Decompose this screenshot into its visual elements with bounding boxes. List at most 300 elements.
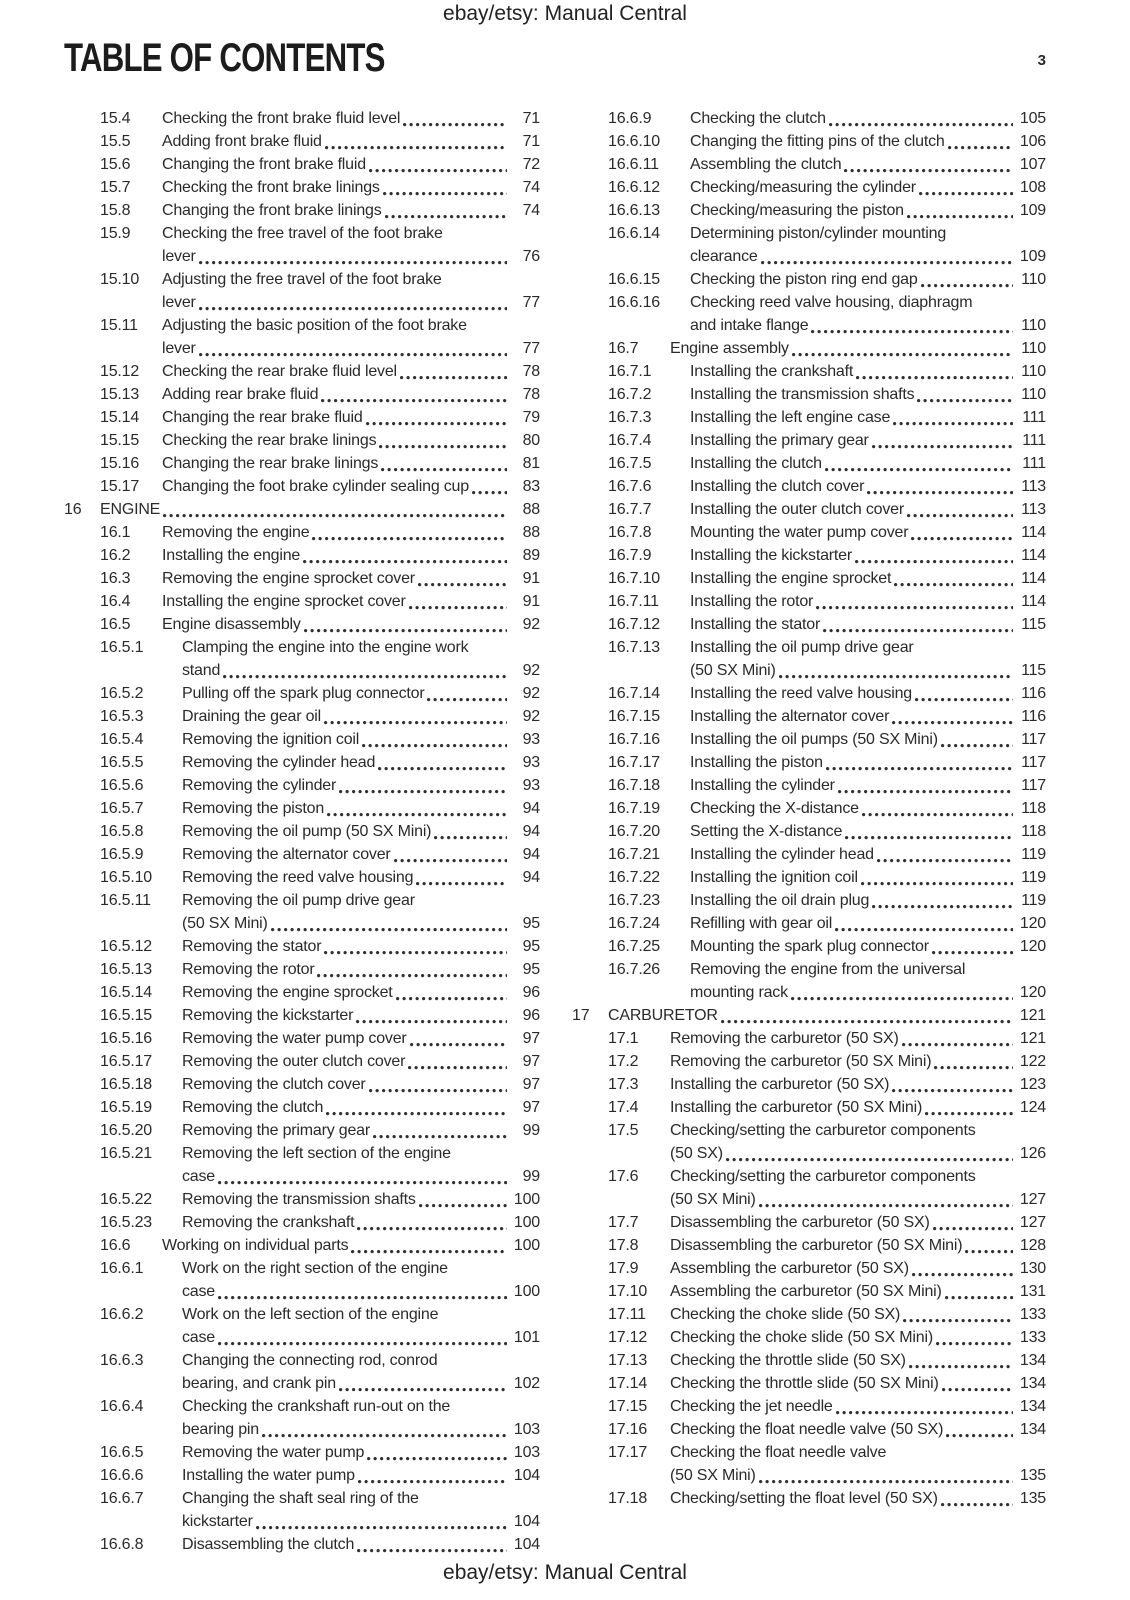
- toc-entry-page: 92: [522, 685, 540, 702]
- dot-leader: [948, 146, 1013, 150]
- dot-leader: [385, 215, 507, 219]
- toc-entry-page: 95: [522, 961, 540, 978]
- toc-entry-number: 15.5: [100, 133, 131, 150]
- dot-leader: [965, 1250, 1013, 1254]
- toc-entry-page: 130: [1019, 1260, 1046, 1277]
- toc-entry-number: 17.17: [608, 1444, 648, 1461]
- dot-leader: [911, 537, 1013, 541]
- toc-entry-page: 71: [522, 110, 540, 127]
- toc-entry-title-line: case: [182, 1168, 215, 1185]
- toc-entry-page: 79: [522, 409, 540, 426]
- toc-entry-page: 97: [522, 1053, 540, 1070]
- dot-leader: [829, 123, 1013, 127]
- toc-entry-page: 91: [522, 593, 540, 610]
- toc-entry-title-line: Checking/setting the float level (50 SX): [670, 1490, 938, 1507]
- toc-entry-page: 106: [1019, 133, 1046, 150]
- toc-entry: [64, 360, 540, 383]
- toc-entry-title-line: Installing the carburetor (50 SX Mini): [670, 1099, 923, 1116]
- toc-entry-page: 104: [513, 1513, 540, 1530]
- toc-entry: [572, 797, 1046, 820]
- toc-entry: [572, 774, 1046, 797]
- toc-entry-number: 16.7.22: [608, 869, 660, 886]
- toc-entry-title-line: Work on the right section of the engine: [182, 1260, 448, 1277]
- toc-entry: [572, 222, 1046, 268]
- toc-entry-number: 17.16: [608, 1421, 648, 1438]
- toc-entry-title-line: Installing the rotor: [690, 593, 814, 610]
- toc-entry-number: 16.5: [100, 616, 131, 633]
- toc-entry: [572, 498, 1046, 521]
- dot-leader: [907, 215, 1013, 219]
- toc-entry-page: 135: [1019, 1467, 1046, 1484]
- toc-entry-page: 134: [1019, 1421, 1046, 1438]
- toc-entry: [572, 705, 1046, 728]
- toc-entry-title-line: Installing the engine sprocket: [690, 570, 892, 587]
- toc-entry: [64, 107, 540, 130]
- toc-entry-page: 108: [1019, 179, 1046, 196]
- toc-entry-title-line: Checking the float needle valve (50 SX): [670, 1421, 944, 1438]
- toc-entry-title-line: Engine assembly: [670, 340, 789, 357]
- dot-leader: [811, 330, 1013, 334]
- toc-entry-number: 15.16: [100, 455, 140, 472]
- toc-entry-number: 15.9: [100, 225, 131, 242]
- dot-leader: [823, 629, 1013, 633]
- dot-leader: [317, 974, 507, 978]
- toc-entry-page: 113: [1021, 478, 1046, 495]
- toc-entry: [572, 1257, 1046, 1280]
- toc-entry: [64, 475, 540, 498]
- toc-entry-title-line: Removing the primary gear: [182, 1122, 370, 1139]
- toc-entry-number: 15.14: [100, 409, 140, 426]
- toc-entry-page: 103: [513, 1444, 540, 1461]
- toc-entry-title-line: Adding front brake fluid: [162, 133, 322, 150]
- toc-entry-number: 17.6: [608, 1168, 639, 1185]
- toc-entry-title-line: Installing the engine sprocket cover: [162, 593, 406, 610]
- toc-entry-page: 78: [522, 363, 540, 380]
- toc-entry-number: 16.7.20: [608, 823, 660, 840]
- dot-leader: [199, 353, 507, 357]
- dot-leader: [409, 606, 507, 610]
- dot-leader: [791, 997, 1013, 1001]
- toc-entry: [64, 1349, 540, 1395]
- toc-entry-title-line: clearance: [690, 248, 758, 265]
- toc-entry: [572, 820, 1046, 843]
- dot-leader: [917, 399, 1013, 403]
- toc-entry-page: 116: [1021, 685, 1046, 702]
- toc-entry-number: 15.10: [100, 271, 140, 288]
- toc-entry: [572, 1165, 1046, 1211]
- toc-entry: [572, 1303, 1046, 1326]
- toc-entry-number: 16.7.4: [608, 432, 652, 449]
- toc-entry-title-line: Changing the shaft seal ring of the: [182, 1490, 419, 1507]
- toc-entry-title-line: ENGINE: [100, 501, 161, 518]
- toc-entry-number: 15.13: [100, 386, 140, 403]
- toc-entry-number: 16.6.10: [608, 133, 660, 150]
- toc-entry: [64, 1119, 540, 1142]
- toc-entry-title-line: Removing the outer clutch cover: [182, 1053, 406, 1070]
- toc-entry-title-line: Removing the stator: [182, 938, 322, 955]
- toc-entry-title-line: Checking/measuring the cylinder: [690, 179, 916, 196]
- toc-entry-number: 16.6.8: [100, 1536, 144, 1553]
- toc-entry-title-line: lever: [162, 248, 196, 265]
- toc-entry-number: 17.7: [608, 1214, 639, 1231]
- dot-leader: [326, 1112, 507, 1116]
- toc-entry: [572, 360, 1046, 383]
- dot-leader: [369, 1089, 507, 1093]
- toc-entry-title-line: Working on individual parts: [162, 1237, 349, 1254]
- toc-entry-page: 114: [1021, 570, 1046, 587]
- toc-entry-page: 111: [1022, 432, 1046, 449]
- toc-entry-title-line: Checking the X-distance: [690, 800, 859, 817]
- toc-entry: [64, 1142, 540, 1188]
- toc-entry-number: 16.4: [100, 593, 131, 610]
- toc-entry-title-line: Refilling with gear oil: [690, 915, 833, 932]
- dot-leader: [892, 721, 1013, 725]
- toc-entry: [64, 1004, 540, 1027]
- table-of-contents: [64, 107, 1046, 1556]
- dot-leader: [378, 767, 507, 771]
- toc-entry-number: 16.5.18: [100, 1076, 152, 1093]
- toc-entry: [64, 981, 540, 1004]
- toc-entry: [64, 866, 540, 889]
- toc-entry-page: 81: [522, 455, 540, 472]
- dot-leader: [163, 514, 507, 518]
- dot-leader: [721, 1020, 1013, 1024]
- toc-entry-title-line: bearing, and crank pin: [182, 1375, 336, 1392]
- toc-entry-number: 16.1: [100, 524, 131, 541]
- toc-entry-number: 16.7.21: [608, 846, 660, 863]
- toc-entry: [572, 268, 1046, 291]
- toc-entry-title-line: Assembling the carburetor (50 SX Mini): [670, 1283, 942, 1300]
- toc-entry-title-line: Checking the choke slide (50 SX Mini): [670, 1329, 933, 1346]
- dot-leader: [312, 537, 507, 541]
- toc-entry-number: 16.7.7: [608, 501, 652, 518]
- toc-entry-number: 16.5.11: [100, 892, 151, 909]
- dot-leader: [367, 1457, 507, 1461]
- toc-entry-title-line: Removing the water pump: [182, 1444, 365, 1461]
- toc-entry-page: 117: [1021, 777, 1046, 794]
- toc-entry: [572, 1372, 1046, 1395]
- toc-entry-number: 16.7.1: [608, 363, 652, 380]
- dot-leader: [339, 1388, 507, 1392]
- toc-entry-page: 105: [1019, 110, 1046, 127]
- dot-leader: [303, 560, 507, 564]
- toc-entry: [572, 406, 1046, 429]
- toc-entry-number: 16.7.8: [608, 524, 652, 541]
- toc-entry: [64, 636, 540, 682]
- toc-entry-page: 116: [1021, 708, 1046, 725]
- toc-entry-number: 16.5.20: [100, 1122, 152, 1139]
- toc-entry-number: 17.9: [608, 1260, 639, 1277]
- toc-entry-title-line: Removing the kickstarter: [182, 1007, 354, 1024]
- toc-entry: [572, 1004, 1046, 1027]
- toc-entry-number: 16.7.13: [608, 639, 660, 656]
- toc-entry-number: 15.17: [100, 478, 140, 495]
- toc-entry-title-line: Checking the float needle valve: [670, 1444, 887, 1461]
- toc-entry-title-line: Checking the piston ring end gap: [690, 271, 918, 288]
- toc-entry-title-line: Removing the rotor: [182, 961, 315, 978]
- dot-leader: [427, 698, 507, 702]
- toc-entry-title-line: Checking the rear brake fluid level: [162, 363, 397, 380]
- toc-entry-title-line: Installing the oil drain plug: [690, 892, 870, 909]
- toc-entry-title-line: Removing the carburetor (50 SX Mini): [670, 1053, 932, 1070]
- toc-entry: [572, 935, 1046, 958]
- toc-entry-page: 88: [522, 524, 540, 541]
- toc-entry-page: 134: [1019, 1375, 1046, 1392]
- toc-entry-title-line: Removing the clutch cover: [182, 1076, 366, 1093]
- dot-leader: [893, 422, 1013, 426]
- toc-entry-title-line: Removing the clutch: [182, 1099, 324, 1116]
- toc-entry-title-line: Checking/setting the carburetor components: [670, 1168, 976, 1185]
- toc-entry-title-line: Checking the rear brake linings: [162, 432, 377, 449]
- dot-leader: [396, 997, 507, 1001]
- toc-entry: [64, 1234, 540, 1257]
- toc-entry-page: 120: [1019, 915, 1046, 932]
- toc-entry: [572, 866, 1046, 889]
- toc-entry-title-line: Checking the choke slide (50 SX): [670, 1306, 901, 1323]
- toc-entry-title-line: Pulling off the spark plug connector: [182, 685, 425, 702]
- toc-entry-page: 110: [1021, 317, 1046, 334]
- toc-entry-page: 114: [1021, 547, 1046, 564]
- dot-leader: [855, 560, 1013, 564]
- dot-leader: [912, 1273, 1013, 1277]
- dot-leader: [218, 1342, 507, 1346]
- toc-entry: [572, 682, 1046, 705]
- toc-entry-page: 94: [522, 846, 540, 863]
- toc-entry-page: 97: [522, 1030, 540, 1047]
- toc-entry-page: 121: [1019, 1030, 1046, 1047]
- dot-leader: [903, 1319, 1013, 1323]
- toc-entry-page: 118: [1021, 800, 1046, 817]
- toc-entry-number: 15.6: [100, 156, 131, 173]
- toc-entry: [64, 843, 540, 866]
- toc-entry-title-line: Checking the jet needle: [670, 1398, 833, 1415]
- toc-entry-number: 16.5.17: [100, 1053, 152, 1070]
- toc-entry-number: 16.5.15: [100, 1007, 152, 1024]
- toc-entry: [572, 383, 1046, 406]
- toc-entry-page: 117: [1021, 754, 1046, 771]
- toc-entry-page: 110: [1021, 340, 1046, 357]
- toc-entry-number: 16.5.3: [100, 708, 144, 725]
- toc-entry-title-line: Changing the fitting pins of the clutch: [690, 133, 945, 150]
- toc-entry-title-line: Checking the free travel of the foot brake: [162, 225, 443, 242]
- toc-entry: [64, 1188, 540, 1211]
- toc-entry: [64, 1050, 540, 1073]
- toc-entry-number: 15.11: [100, 317, 138, 334]
- dot-leader: [836, 1411, 1013, 1415]
- toc-entry-number: 16.6.5: [100, 1444, 144, 1461]
- toc-entry: [572, 291, 1046, 337]
- toc-entry-page: 92: [522, 616, 540, 633]
- toc-entry-title-line: and intake flange: [690, 317, 809, 334]
- toc-entry-title-line: Installing the clutch: [690, 455, 822, 472]
- toc-entry: [64, 1533, 540, 1556]
- toc-entry-page: 100: [513, 1283, 540, 1300]
- dot-leader: [262, 1434, 507, 1438]
- toc-entry: [64, 1395, 540, 1441]
- toc-entry-title-line: Installing the oil pumps (50 SX Mini): [690, 731, 938, 748]
- toc-entry: [572, 1027, 1046, 1050]
- toc-entry-title-line: Changing the front brake linings: [162, 202, 382, 219]
- toc-entry: [572, 1395, 1046, 1418]
- toc-entry-title-line: Installing the transmission shafts: [690, 386, 915, 403]
- toc-entry: [572, 1119, 1046, 1165]
- toc-entry-number: 16.7.16: [608, 731, 660, 748]
- dot-leader: [942, 1388, 1013, 1392]
- toc-entry-title-line: Disassembling the clutch: [182, 1536, 355, 1553]
- toc-entry-page: 93: [522, 754, 540, 771]
- toc-entry-title-line: Removing the reed valve housing: [182, 869, 414, 886]
- toc-entry: [572, 429, 1046, 452]
- toc-entry-number: 16.7: [608, 340, 639, 357]
- toc-entry-number: 16.7.18: [608, 777, 660, 794]
- toc-entry-title-line: (50 SX Mini): [670, 1467, 756, 1484]
- toc-entry: [572, 958, 1046, 1004]
- toc-entry-number: 17.4: [608, 1099, 639, 1116]
- toc-entry-title-line: Checking/measuring the piston: [690, 202, 904, 219]
- toc-entry: [64, 682, 540, 705]
- toc-entry-number: 15.12: [100, 363, 140, 380]
- toc-entry-number: 16.5.6: [100, 777, 144, 794]
- toc-entry-title-line: Engine disassembly: [162, 616, 301, 633]
- toc-entry-page: 99: [522, 1122, 540, 1139]
- toc-entry-page: 119: [1021, 869, 1046, 886]
- dot-leader: [862, 813, 1013, 817]
- toc-entry-number: 16.6.9: [608, 110, 652, 127]
- toc-entry: [64, 958, 540, 981]
- dot-leader: [909, 1365, 1013, 1369]
- toc-entry: [64, 889, 540, 935]
- toc-entry: [64, 1211, 540, 1234]
- dot-leader: [872, 445, 1013, 449]
- toc-entry-title-line: Checking the throttle slide (50 SX Mini): [670, 1375, 939, 1392]
- dot-leader: [408, 1066, 507, 1070]
- top-banner: ebay/etsy: Manual Central: [443, 2, 687, 25]
- toc-entry-number: 16.7.23: [608, 892, 660, 909]
- toc-entry-number: 15.7: [100, 179, 131, 196]
- toc-entry-page: 124: [1019, 1099, 1046, 1116]
- toc-entry-page: 114: [1021, 524, 1046, 541]
- toc-entry-title-line: Mounting the water pump cover: [690, 524, 909, 541]
- toc-entry-page: 71: [522, 133, 540, 150]
- toc-entry-number: 16.6.15: [608, 271, 660, 288]
- dot-leader: [792, 353, 1013, 357]
- toc-entry: [572, 751, 1046, 774]
- toc-entry-number: 16.6.11: [608, 156, 659, 173]
- toc-entry: [572, 337, 1046, 360]
- toc-entry-number: 15.8: [100, 202, 131, 219]
- dot-leader: [936, 1342, 1013, 1346]
- dot-leader: [199, 261, 507, 265]
- toc-entry-page: 122: [1019, 1053, 1046, 1070]
- toc-entry-page: 83: [522, 478, 540, 495]
- toc-entry: [64, 222, 540, 268]
- toc-entry-page: 109: [1019, 202, 1046, 219]
- toc-entry-title-line: Removing the left section of the engine: [182, 1145, 451, 1162]
- toc-entry-title-line: Removing the carburetor (50 SX): [670, 1030, 899, 1047]
- toc-entry-page: 121: [1019, 1007, 1046, 1024]
- toc-entry: [572, 912, 1046, 935]
- toc-entry-number: 16.5.9: [100, 846, 144, 863]
- toc-entry-number: 16.7.10: [608, 570, 660, 587]
- toc-entry: [572, 636, 1046, 682]
- dot-leader: [357, 1227, 507, 1231]
- toc-entry: [64, 199, 540, 222]
- toc-entry: [64, 314, 540, 360]
- toc-entry-title-line: Removing the engine from the universal: [690, 961, 966, 978]
- dot-leader: [902, 1043, 1013, 1047]
- toc-entry: [64, 751, 540, 774]
- toc-entry-page: 74: [522, 179, 540, 196]
- toc-entry-title-line: Removing the water pump cover: [182, 1030, 407, 1047]
- dot-leader: [907, 514, 1013, 518]
- toc-entry: [572, 153, 1046, 176]
- toc-entry-page: 134: [1019, 1352, 1046, 1369]
- dot-leader: [894, 583, 1013, 587]
- toc-entry: [64, 1441, 540, 1464]
- toc-entry-title-line: Removing the engine sprocket cover: [162, 570, 415, 587]
- toc-entry: [64, 935, 540, 958]
- toc-entry-page: 118: [1021, 823, 1046, 840]
- dot-leader: [223, 675, 507, 679]
- toc-entry: [572, 567, 1046, 590]
- toc-entry: [64, 774, 540, 797]
- dot-leader: [838, 790, 1013, 794]
- toc-entry-page: 104: [513, 1467, 540, 1484]
- toc-entry: [64, 1073, 540, 1096]
- toc-entry-title-line: Removing the oil pump drive gear: [182, 892, 415, 909]
- dot-leader: [381, 468, 507, 472]
- toc-entry-page: 135: [1019, 1490, 1046, 1507]
- toc-entry-title-line: Installing the engine: [162, 547, 301, 564]
- dot-leader: [915, 698, 1013, 702]
- toc-entry-title-line: Removing the alternator cover: [182, 846, 391, 863]
- toc-entry-title-line: Removing the cylinder head: [182, 754, 376, 771]
- toc-entry-title-line: (50 SX Mini): [182, 915, 268, 932]
- dot-leader: [825, 468, 1013, 472]
- toc-entry: [572, 613, 1046, 636]
- toc-entry-page: 119: [1021, 846, 1046, 863]
- toc-entry-title-line: (50 SX): [670, 1145, 723, 1162]
- dot-leader: [844, 169, 1013, 173]
- toc-entry-title-line: Assembling the clutch: [690, 156, 842, 173]
- dot-leader: [759, 1204, 1013, 1208]
- toc-entry-number: 16.3: [100, 570, 131, 587]
- toc-entry-number: 16.5.5: [100, 754, 144, 771]
- toc-entry-number: 16.5.2: [100, 685, 144, 702]
- dot-leader: [921, 284, 1013, 288]
- dot-leader: [946, 1434, 1013, 1438]
- dot-leader: [945, 1296, 1013, 1300]
- toc-entry-number: 16.7.19: [608, 800, 660, 817]
- toc-entry-page: 92: [522, 708, 540, 725]
- toc-entry-number: 16.7.15: [608, 708, 660, 725]
- toc-entry-number: 16.6.7: [100, 1490, 144, 1507]
- toc-entry-title-line: Mounting the spark plug connector: [690, 938, 929, 955]
- toc-entry: [572, 452, 1046, 475]
- toc-entry-title-line: Checking reed valve housing, diaphragm: [690, 294, 973, 311]
- toc-entry-page: 109: [1019, 248, 1046, 265]
- toc-entry: [64, 521, 540, 544]
- toc-entry-number: 17.5: [608, 1122, 639, 1139]
- toc-entry-title-line: Adjusting the free travel of the foot brake: [162, 271, 442, 288]
- toc-entry-number: 16.5.16: [100, 1030, 152, 1047]
- toc-entry-page: 100: [513, 1214, 540, 1231]
- dot-leader: [324, 721, 507, 725]
- toc-entry-number: 16.6.2: [100, 1306, 144, 1323]
- dot-leader: [934, 1066, 1013, 1070]
- toc-entry-title-line: Installing the oil pump drive gear: [690, 639, 914, 656]
- toc-entry-number: 16.6.13: [608, 202, 660, 219]
